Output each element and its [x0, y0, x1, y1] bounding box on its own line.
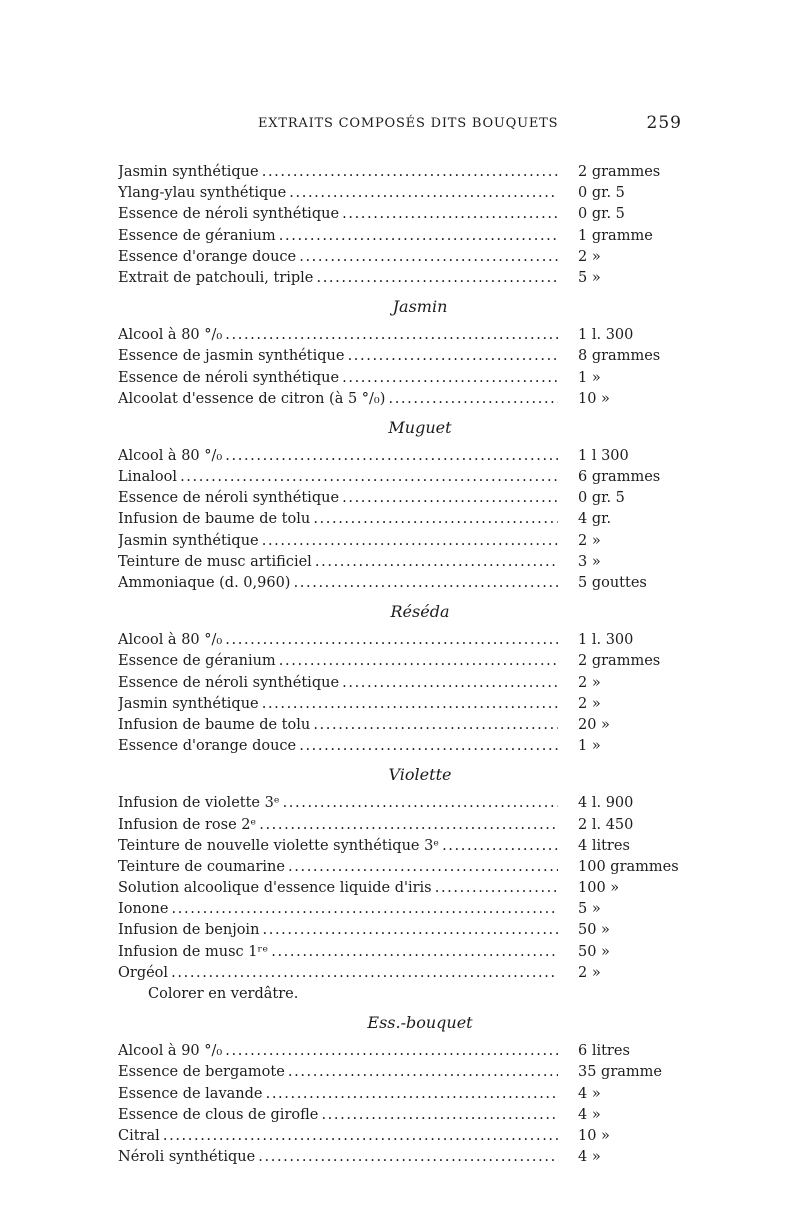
ingredient-quantity: 0 gr. 5 — [578, 185, 625, 202]
ingredient-row — [118, 651, 682, 672]
ingredient-row — [118, 793, 682, 814]
ingredient-quantity: 0 gr. 5 — [578, 490, 625, 507]
ingredient-label: Essence de clous de girofle . . . — [118, 1105, 558, 1126]
ingredient-row — [118, 183, 682, 204]
ingredient-quantity: 1 l. 300 — [578, 327, 634, 344]
ingredient-quantity: 2 grammes — [578, 653, 661, 670]
ingredient-row — [118, 488, 682, 509]
ingredient-label: Linalool . . . — [118, 467, 558, 488]
ingredient-label: Teinture de coumarine . . . — [118, 857, 558, 878]
ingredient-quantity: 5 » — [578, 269, 601, 286]
ingredient-quantity: 2 » — [578, 248, 601, 265]
ingredient-row — [118, 162, 682, 183]
ingredient-label: Essence de lavande . . . — [118, 1084, 558, 1105]
section-title-reseda: Réséda — [390, 602, 450, 622]
ingredient-quantity: 20 » — [578, 716, 610, 733]
page-number: 259 — [646, 113, 682, 133]
ingredient-label: Extrait de patchouli, triple . . . — [118, 268, 558, 289]
ingredient-quantity: 8 grammes — [578, 348, 661, 365]
ingredient-quantity: 10 » — [578, 390, 610, 407]
ingredient-row — [118, 673, 682, 694]
section-title-jasmin: Jasmin — [392, 297, 448, 317]
header-title: EXTRAITS COMPOSÉS DITS BOUQUETS — [258, 116, 559, 131]
ingredient-label: Essence de néroli synthétique . . . — [118, 368, 558, 389]
ingredient-label: Alcool à 90 °/₀ . . . — [118, 1041, 558, 1062]
ingredient-label: Teinture de nouvelle violette synthétique 3ᵉ . . . — [118, 836, 558, 857]
ingredient-label: Jasmin synthétique . . . — [118, 531, 558, 552]
ingredient-label: Infusion de baume de tolu . . . — [118, 715, 558, 736]
ingredient-row — [118, 389, 682, 410]
ingredient-label: Infusion de violette 3ᵉ . . . — [118, 793, 558, 814]
ingredient-label: Alcool à 80 °/₀ . . . — [118, 325, 558, 346]
ingredient-quantity: 6 grammes — [578, 469, 661, 486]
ingredient-label: Orgéol . . . — [118, 963, 558, 984]
ingredient-row — [118, 920, 682, 941]
ingredient-label: Infusion de rose 2ᵉ . . . — [118, 815, 558, 836]
ingredient-label: Infusion de baume de tolu . . . — [118, 509, 558, 530]
ingredient-quantity: 1 l. 300 — [578, 632, 634, 649]
ingredient-quantity: 1 l 300 — [578, 447, 629, 464]
ingredient-row — [118, 1126, 682, 1147]
ingredient-quantity: 4 gr. — [578, 511, 612, 528]
ingredient-quantity: 2 l. 450 — [578, 816, 634, 833]
ingredient-row — [118, 836, 682, 857]
ingredient-quantity: 4 litres — [578, 837, 630, 854]
ingredient-row — [118, 446, 682, 467]
ingredient-row — [118, 1041, 682, 1062]
ingredient-row — [118, 899, 682, 920]
ingredient-quantity: 100 grammes — [578, 858, 679, 875]
ingredient-label: Essence de bergamote . . . — [118, 1062, 558, 1083]
ingredient-label: Essence de géranium . . . — [118, 651, 558, 672]
ingredient-row — [118, 573, 682, 594]
ingredient-row — [118, 467, 682, 488]
ingredient-quantity: 35 gramme — [578, 1064, 662, 1081]
ingredient-row — [118, 878, 682, 899]
ingredient-quantity: 4 l. 900 — [578, 795, 634, 812]
recipe-content — [118, 162, 682, 1168]
ingredient-quantity: 4 » — [578, 1149, 601, 1166]
ingredient-label: Teinture de musc artificiel . . . — [118, 552, 558, 573]
section-note: Colorer en verdâtre. — [148, 986, 299, 1002]
ingredient-label: Jasmin synthétique . . . — [118, 162, 558, 183]
ingredient-label: Alcoolat d'essence de citron (à 5 °/₀) . . . — [118, 389, 558, 410]
ingredient-label: Essence de néroli synthétique . . . — [118, 488, 558, 509]
ingredient-quantity: 1 » — [578, 369, 601, 386]
ingredient-row — [118, 942, 682, 963]
ingredient-row — [118, 694, 682, 715]
ingredient-label: Alcool à 80 °/₀ . . . — [118, 630, 558, 651]
ingredient-row — [118, 1105, 682, 1126]
ingredient-label: Essence d'orange douce . . . — [118, 247, 558, 268]
ingredient-row — [118, 857, 682, 878]
ingredient-row — [118, 268, 682, 289]
ingredient-label: Jasmin synthétique . . . — [118, 694, 558, 715]
section-title-violette: Violette — [388, 765, 452, 785]
ingredient-quantity: 3 » — [578, 553, 601, 570]
ingredient-row — [118, 509, 682, 530]
ingredient-row — [118, 531, 682, 552]
ingredient-label: Ammoniaque (d. 0,960) . . . — [118, 573, 558, 594]
ingredient-row — [118, 1084, 682, 1105]
ingredient-quantity: 0 gr. 5 — [578, 206, 625, 223]
ingredient-quantity: 2 » — [578, 674, 601, 691]
ingredient-quantity: 6 litres — [578, 1043, 630, 1060]
ingredient-row — [118, 963, 682, 984]
ingredient-row — [118, 346, 682, 367]
ingredient-row — [118, 368, 682, 389]
ingredient-row — [118, 552, 682, 573]
ingredient-quantity: 1 » — [578, 738, 601, 755]
ingredient-row — [118, 1147, 682, 1168]
ingredient-row — [118, 630, 682, 651]
ingredient-label: Infusion de musc 1ʳᵉ . . . — [118, 942, 558, 963]
ingredient-row — [118, 325, 682, 346]
ingredient-quantity: 100 » — [578, 880, 620, 897]
ingredient-quantity: 2 » — [578, 532, 601, 549]
ingredient-row — [118, 815, 682, 836]
ingredient-quantity: 10 » — [578, 1127, 610, 1144]
ingredient-row — [118, 247, 682, 268]
ingredient-label: Citral . . . — [118, 1126, 558, 1147]
ingredient-quantity: 4 » — [578, 1085, 601, 1102]
ingredient-label: Infusion de benjoin . . . — [118, 920, 558, 941]
ingredient-label: Essence de néroli synthétique . . . — [118, 673, 558, 694]
ingredient-label: Essence d'orange douce . . . — [118, 736, 558, 757]
ingredient-label: Ylang-ylau synthétique . . . — [118, 183, 558, 204]
ingredient-quantity: 50 » — [578, 922, 610, 939]
ingredient-quantity: 1 gramme — [578, 227, 653, 244]
ingredient-row — [118, 204, 682, 225]
ingredient-label: Ionone . . . — [118, 899, 558, 920]
ingredient-row — [118, 715, 682, 736]
ingredient-label: Essence de jasmin synthétique . . . — [118, 346, 558, 367]
ingredient-quantity: 2 » — [578, 964, 601, 981]
ingredient-quantity: 2 » — [578, 695, 601, 712]
ingredient-label: Néroli synthétique . . . — [118, 1147, 558, 1168]
ingredient-label: Essence de néroli synthétique . . . — [118, 204, 558, 225]
ingredient-quantity: 5 gouttes — [578, 575, 647, 591]
ingredient-label: Solution alcoolique d'essence liquide d'iris . . . — [118, 878, 558, 899]
ingredient-row — [118, 226, 682, 247]
ingredient-label: Essence de géranium . . . — [118, 226, 558, 247]
ingredient-quantity: 50 » — [578, 943, 610, 960]
ingredient-quantity: 5 » — [578, 901, 601, 918]
ingredient-row — [118, 736, 682, 757]
section-title-muguet: Muguet — [388, 417, 452, 437]
running-header — [118, 113, 682, 136]
ingredient-quantity: 2 grammes — [578, 164, 661, 180]
ingredient-label: Alcool à 80 °/₀ . . . — [118, 446, 558, 467]
ingredient-row — [118, 1062, 682, 1083]
section-title-ess-bouquet: Ess.-bouquet — [367, 1013, 473, 1033]
ingredient-quantity: 4 » — [578, 1106, 601, 1123]
